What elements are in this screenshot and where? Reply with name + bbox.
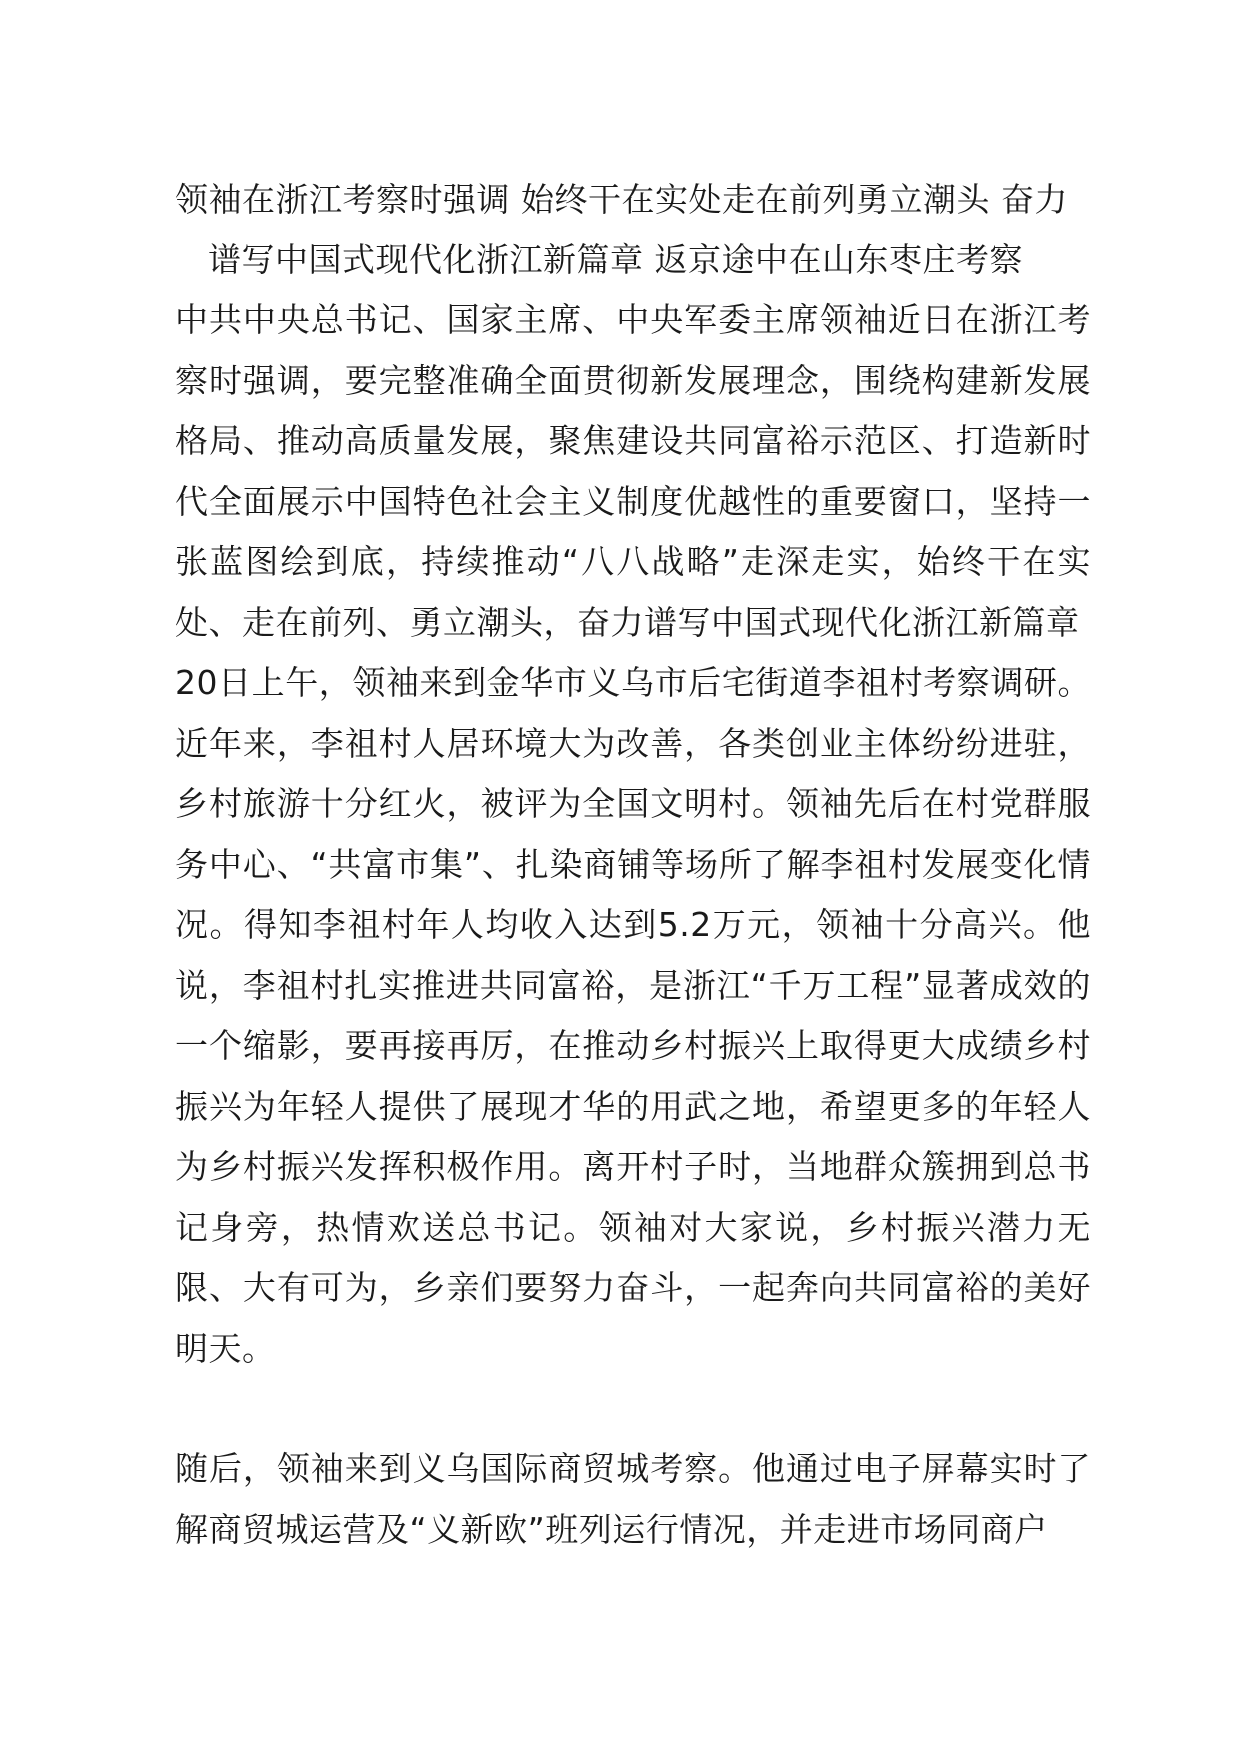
title-line-1: 领袖在浙江考察时强调 始终干在实处走在前列勇立潮头 奋力 xyxy=(175,180,1068,219)
paragraph-1: 中共中央总书记、国家主席、中央军委主席领袖近日在浙江考察时强调，要完整准确全面贯彻新发展理念，围绕构建新发展格局、推动高质量发展，聚焦建设共同富裕示范区、打造新时代全面展示中国特色社会主义制度优越性的重要窗口，坚持一张蓝图绘到底，持续推动“八八战略”走深走实，始终干在实处、走在前列、勇立潮头，奋力谱写中国式现代化浙江新篇章 xyxy=(175,300,1091,642)
paragraph-3: 随后，领袖来到义乌国际商贸城考察。他通过电子屏幕实时了解商贸城运营及“义新欧”班列运行情况，并走进市场同商户 xyxy=(175,1449,1091,1549)
document-title xyxy=(175,170,1091,290)
paragraph-2: 20日上午，领袖来到金华市义乌市后宅街道李祖村考察调研。近年来，李祖村人居环境大为改善，各类创业主体纷纷进驻，乡村旅游十分红火，被评为全国文明村。领袖先后在村党群服务中心、“共富市集”、扎染商铺等场所了解李祖村发展变化情况。得知李祖村年人均收入达到5.2万元，领袖十分高兴。他说，李祖村扎实推进共同富裕，是浙江“千万工程”显著成效的一个缩影，要再接再厉，在推动乡村振兴上取得更大成绩乡村振兴为年轻人提供了展现才华的用武之地，希望更多的年轻人为乡村振兴发挥积极作用。离开村子时，当地群众簇拥到总书记身旁，热情欢送总书记。领袖对大家说，乡村振兴潜力无限、大有可为，乡亲们要努力奋斗，一起奔向共同富裕的美好明天。 xyxy=(175,663,1091,1368)
document-page xyxy=(175,170,1091,1560)
paragraph-spacer xyxy=(175,1379,1091,1439)
title-line-2: 谱写中国式现代化浙江新篇章 返京途中在山东枣庄考察 xyxy=(208,240,1023,279)
